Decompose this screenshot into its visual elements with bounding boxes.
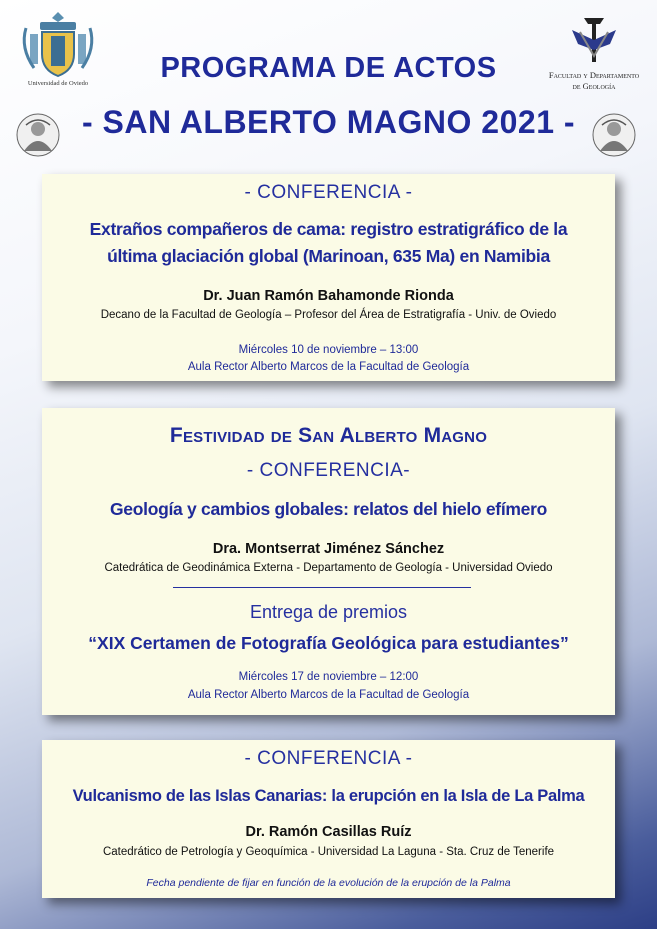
festividad-title: Festividad de San Alberto Magno bbox=[169, 424, 488, 447]
page-title: PROGRAMA DE ACTOS bbox=[160, 52, 497, 84]
speaker-affiliation: Catedrática de Geodinámica Externa - Departamento de Geología - Universidad Oviedo bbox=[104, 562, 553, 574]
faculty-caption-line1: Facultad y Departamento bbox=[548, 70, 640, 80]
awards-heading: Entrega de premios bbox=[249, 602, 408, 622]
speaker-affiliation: Catedrático de Petrología y Geoquímica - Universidad La Laguna - Sta. Cruz de Tenerife bbox=[102, 846, 555, 858]
faculty-caption-line2: de Geología bbox=[572, 81, 616, 91]
festividad-card bbox=[42, 408, 615, 715]
speaker-name: Dra. Montserrat Jiménez Sánchez bbox=[212, 541, 445, 557]
page-subtitle: - SAN ALBERTO MAGNO 2021 - bbox=[81, 104, 576, 140]
event-place: Aula Rector Alberto Marcos de la Facultad de Geología bbox=[187, 689, 470, 701]
speaker-name: Dr. Ramón Casillas Ruíz bbox=[245, 824, 412, 840]
speaker-affiliation: Decano de la Facultad de Geología – Profesor del Área de Estratigrafía - Univ. de Oviedo bbox=[100, 309, 557, 321]
event-date: Miércoles 10 de noviembre – 13:00 bbox=[238, 344, 419, 356]
divider bbox=[173, 587, 471, 588]
talk-title-line1: Extraños compañeros de cama: registro estratigráfico de la bbox=[89, 219, 568, 239]
talk-title: Vulcanismo de las Islas Canarias: la erupción en la Isla de La Palma bbox=[72, 787, 585, 805]
contest-title: “XIX Certamen de Fotografía Geológica para estudiantes” bbox=[88, 633, 569, 653]
conference-card-3 bbox=[42, 740, 615, 898]
saint-portrait-icon bbox=[16, 113, 60, 157]
conference-heading: - CONFERENCIA - bbox=[244, 182, 413, 203]
conference-heading: - CONFERENCIA - bbox=[244, 748, 413, 769]
conference-heading: - CONFERENCIA- bbox=[246, 460, 411, 481]
speaker-name: Dr. Juan Ramón Bahamonde Rionda bbox=[203, 288, 454, 304]
conference-card-1 bbox=[42, 174, 615, 381]
talk-title: Geología y cambios globales: relatos del hielo efímero bbox=[110, 499, 547, 519]
event-place: Aula Rector Alberto Marcos de la Facultad de Geología bbox=[187, 361, 470, 373]
university-caption: Universidad de Oviedo bbox=[27, 80, 89, 87]
talk-title-line2: última glaciación global (Marinoan, 635 Ma) en Namibia bbox=[107, 246, 550, 266]
saint-portrait-icon bbox=[592, 113, 636, 157]
date-note: Fecha pendiente de fijar en función de la evolución de la erupción de la Palma bbox=[146, 877, 511, 889]
event-date: Miércoles 17 de noviembre – 12:00 bbox=[238, 671, 419, 683]
